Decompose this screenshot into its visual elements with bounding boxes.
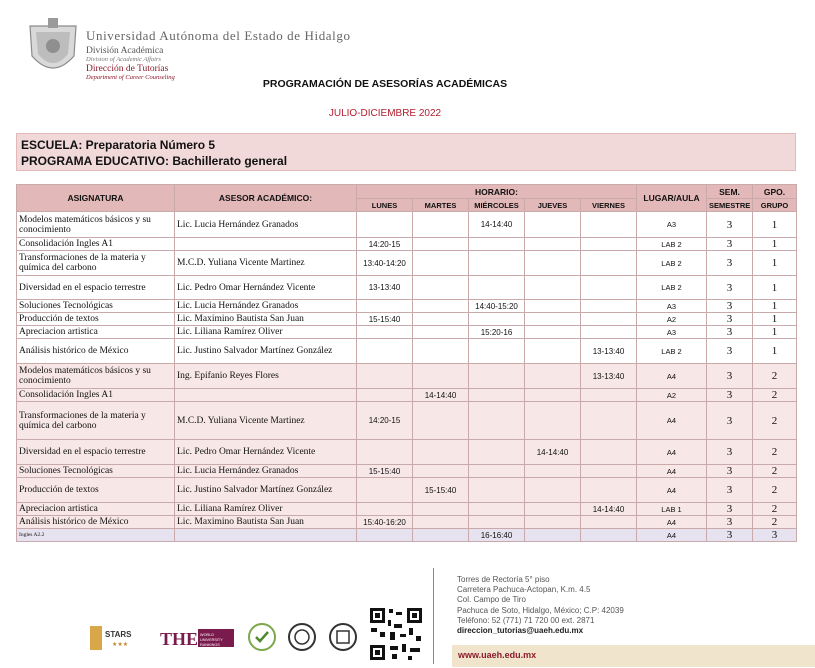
svg-text:WORLD: WORLD <box>200 633 215 637</box>
subject-cell: Producción de textos <box>17 478 175 503</box>
schedule-table <box>16 184 797 542</box>
tuesday-cell <box>413 238 469 251</box>
division-name-en: Division of Academic Affairs <box>86 56 162 63</box>
thursday-cell <box>525 529 581 542</box>
table-row <box>17 402 797 440</box>
thursday-cell <box>525 364 581 389</box>
tuesday-cell <box>413 440 469 465</box>
friday-cell <box>581 238 637 251</box>
school-info-box <box>16 133 796 171</box>
room-cell: A4 <box>637 440 707 465</box>
the-rankings-badge <box>160 626 236 650</box>
document-title: PROGRAMACIÓN DE ASESORÍAS ACADÉMICAS <box>262 78 508 90</box>
header-semester: SEMESTRE <box>707 199 753 212</box>
friday-cell <box>581 516 637 529</box>
advisor-cell: M.C.D. Yuliana Vicente Martinez <box>175 251 357 276</box>
semester-cell: 3 <box>707 529 753 542</box>
semester-cell: 3 <box>707 503 753 516</box>
group-cell: 2 <box>753 389 797 402</box>
address-line: Teléfono: 52 (771) 71 720 00 ext. 2871 <box>457 615 595 625</box>
tuesday-cell <box>413 276 469 300</box>
subject-cell: Apreciacion artistica <box>17 326 175 339</box>
uaeh-crest-logo <box>26 16 80 82</box>
monday-cell: 14:20-15 <box>357 238 413 251</box>
friday-cell: 14-14:40 <box>581 503 637 516</box>
room-cell: LAB 2 <box>637 238 707 251</box>
header-friday: VIERNES <box>581 199 637 212</box>
monday-cell: 15-15:40 <box>357 313 413 326</box>
table-row <box>17 529 797 542</box>
address-line: Carretera Pachuca-Actopan, K.m. 4.5 <box>457 585 591 595</box>
footer-divider <box>433 568 434 664</box>
monday-cell <box>357 212 413 238</box>
semester-cell: 3 <box>707 313 753 326</box>
monday-cell: 14:20-15 <box>357 402 413 440</box>
group-cell: 1 <box>753 339 797 364</box>
document-period: JULIO-DICIEMBRE 2022 <box>328 108 442 119</box>
semester-cell: 3 <box>707 389 753 402</box>
wednesday-cell <box>469 465 525 478</box>
semester-cell: 3 <box>707 465 753 478</box>
svg-text:UNIVERSITY: UNIVERSITY <box>200 638 223 642</box>
advisor-cell: Lic. Lucia Hernández Granados <box>175 212 357 238</box>
group-cell: 2 <box>753 364 797 389</box>
header-grp: GPO. <box>753 185 797 199</box>
table-row <box>17 326 797 339</box>
wednesday-cell: 15:20-16 <box>469 326 525 339</box>
advisor-cell: Lic. Liliana Ramírez Oliver <box>175 326 357 339</box>
tuesday-cell <box>413 251 469 276</box>
schedule-table-body <box>17 212 797 542</box>
group-cell: 3 <box>753 529 797 542</box>
table-row <box>17 251 797 276</box>
certification-seal-2 <box>287 622 317 652</box>
thursday-cell <box>525 238 581 251</box>
tuesday-cell <box>413 326 469 339</box>
thursday-cell <box>525 402 581 440</box>
group-cell: 2 <box>753 440 797 465</box>
subject-cell: Diversidad en el espacio terrestre <box>17 440 175 465</box>
thursday-cell <box>525 326 581 339</box>
wednesday-cell <box>469 478 525 503</box>
semester-cell: 3 <box>707 516 753 529</box>
header-wednesday: MIÉRCOLES <box>469 199 525 212</box>
wednesday-cell <box>469 238 525 251</box>
monday-cell: 15:40-16:20 <box>357 516 413 529</box>
subject-cell: Modelos matemáticos básicos y su conocimiento <box>17 212 175 238</box>
friday-cell <box>581 389 637 402</box>
tuesday-cell: 14-14:40 <box>413 389 469 402</box>
website-link[interactable]: www.uaeh.edu.mx <box>458 650 537 660</box>
table-row <box>17 516 797 529</box>
room-cell: A3 <box>637 326 707 339</box>
friday-cell <box>581 251 637 276</box>
tuesday-cell: 15-15:40 <box>413 478 469 503</box>
thursday-cell <box>525 300 581 313</box>
subject-cell: Soluciones Tecnológicas <box>17 300 175 313</box>
table-row <box>17 339 797 364</box>
monday-cell: 13-13:40 <box>357 276 413 300</box>
advisor-cell: Lic. Justino Salvador Martínez González <box>175 478 357 503</box>
monday-cell <box>357 339 413 364</box>
wednesday-cell <box>469 402 525 440</box>
semester-cell: 3 <box>707 326 753 339</box>
advisor-cell: Lic. Justino Salvador Martínez González <box>175 339 357 364</box>
wednesday-cell <box>469 364 525 389</box>
advisor-cell: Ing. Epifanio Reyes Flores <box>175 364 357 389</box>
monday-cell: 15-15:40 <box>357 465 413 478</box>
group-cell: 1 <box>753 300 797 313</box>
friday-cell <box>581 313 637 326</box>
subject-cell: Ingles A2.2 <box>17 529 175 542</box>
room-cell: A4 <box>637 402 707 440</box>
thursday-cell <box>525 465 581 478</box>
wednesday-cell <box>469 503 525 516</box>
thursday-cell <box>525 516 581 529</box>
group-cell: 1 <box>753 313 797 326</box>
wednesday-cell: 14-14:40 <box>469 212 525 238</box>
group-cell: 1 <box>753 276 797 300</box>
subject-cell: Apreciacion artistica <box>17 503 175 516</box>
tuesday-cell <box>413 364 469 389</box>
advisor-cell: Lic. Lucia Hernández Granados <box>175 300 357 313</box>
certification-seal-3 <box>328 622 358 652</box>
header-subject: ASIGNATURA <box>17 185 175 212</box>
advisor-cell: Lic. Liliana Ramírez Oliver <box>175 503 357 516</box>
subject-cell: Consolidación Ingles A1 <box>17 238 175 251</box>
stars-text: STARS <box>105 630 132 639</box>
advisor-cell: Lic. Pedro Omar Hernández Vicente <box>175 276 357 300</box>
table-row <box>17 364 797 389</box>
header-group: GRUPO <box>753 199 797 212</box>
address-line: Pachuca de Soto, Hidalgo, México; C.P: 42039 <box>457 605 624 615</box>
subject-cell: Diversidad en el espacio terrestre <box>17 276 175 300</box>
friday-cell <box>581 300 637 313</box>
group-cell: 1 <box>753 251 797 276</box>
subject-cell: Transformaciones de la materia y química del carbono <box>17 402 175 440</box>
semester-cell: 3 <box>707 402 753 440</box>
table-row <box>17 300 797 313</box>
certification-seal-1 <box>247 622 277 652</box>
monday-cell <box>357 529 413 542</box>
monday-cell: 13:40-14:20 <box>357 251 413 276</box>
thursday-cell: 14-14:40 <box>525 440 581 465</box>
room-cell: LAB 2 <box>637 251 707 276</box>
stars-rating-badge <box>90 626 148 650</box>
room-cell: A4 <box>637 478 707 503</box>
monday-cell <box>357 300 413 313</box>
tuesday-cell <box>413 465 469 478</box>
tuesday-cell <box>413 503 469 516</box>
header-room: LUGAR/AULA <box>637 185 707 212</box>
svg-text:RANKINGS: RANKINGS <box>200 643 220 647</box>
qr-code <box>368 606 424 662</box>
friday-cell: 13-13:40 <box>581 339 637 364</box>
subject-cell: Análisis histórico de México <box>17 516 175 529</box>
friday-cell <box>581 326 637 339</box>
semester-cell: 3 <box>707 339 753 364</box>
department-name: Dirección de Tutorías <box>86 64 169 74</box>
header-sem: SEM. <box>707 185 753 199</box>
group-cell: 2 <box>753 503 797 516</box>
wednesday-cell <box>469 440 525 465</box>
semester-cell: 3 <box>707 251 753 276</box>
advisor-cell <box>175 529 357 542</box>
program-name: PROGRAMA EDUCATIVO: Bachillerato general <box>21 154 288 168</box>
header-thursday: JUEVES <box>525 199 581 212</box>
address-line: Col. Campo de Tiro <box>457 595 526 605</box>
room-cell: A4 <box>637 516 707 529</box>
subject-cell: Modelos matemáticos básicos y su conocimiento <box>17 364 175 389</box>
table-row <box>17 389 797 402</box>
thursday-cell <box>525 478 581 503</box>
group-cell: 1 <box>753 212 797 238</box>
tuesday-cell <box>413 529 469 542</box>
thursday-cell <box>525 313 581 326</box>
room-cell: A2 <box>637 313 707 326</box>
friday-cell <box>581 276 637 300</box>
thursday-cell <box>525 276 581 300</box>
advisor-cell: Lic. Maximino Bautista San Juan <box>175 516 357 529</box>
monday-cell <box>357 364 413 389</box>
wednesday-cell <box>469 313 525 326</box>
wednesday-cell <box>469 276 525 300</box>
table-row <box>17 503 797 516</box>
friday-cell <box>581 440 637 465</box>
room-cell: A3 <box>637 300 707 313</box>
group-cell: 2 <box>753 465 797 478</box>
subject-cell: Análisis histórico de México <box>17 339 175 364</box>
tuesday-cell <box>413 402 469 440</box>
university-name: Universidad Autónoma del Estado de Hidalgo <box>86 28 351 43</box>
thursday-cell <box>525 389 581 402</box>
table-row <box>17 313 797 326</box>
semester-cell: 3 <box>707 364 753 389</box>
header-monday: LUNES <box>357 199 413 212</box>
header-tuesday: MARTES <box>413 199 469 212</box>
room-cell: A3 <box>637 212 707 238</box>
subject-cell: Transformaciones de la materia y química del carbono <box>17 251 175 276</box>
group-cell: 2 <box>753 402 797 440</box>
table-row <box>17 276 797 300</box>
room-cell: LAB 2 <box>637 339 707 364</box>
friday-cell <box>581 478 637 503</box>
semester-cell: 3 <box>707 238 753 251</box>
semester-cell: 3 <box>707 300 753 313</box>
subject-cell: Soluciones Tecnológicas <box>17 465 175 478</box>
friday-cell <box>581 465 637 478</box>
advisor-cell <box>175 238 357 251</box>
thursday-cell <box>525 503 581 516</box>
room-cell: A4 <box>637 465 707 478</box>
tuesday-cell <box>413 300 469 313</box>
semester-cell: 3 <box>707 478 753 503</box>
semester-cell: 3 <box>707 212 753 238</box>
address-line: Torres de Rectoría 5° piso <box>457 575 550 584</box>
room-cell: A4 <box>637 529 707 542</box>
monday-cell <box>357 503 413 516</box>
room-cell: LAB 2 <box>637 276 707 300</box>
header-schedule: HORARIO: <box>357 185 637 199</box>
table-row <box>17 212 797 238</box>
wednesday-cell <box>469 516 525 529</box>
university-header <box>86 28 351 81</box>
group-cell: 1 <box>753 326 797 339</box>
monday-cell <box>357 389 413 402</box>
table-row <box>17 465 797 478</box>
friday-cell <box>581 212 637 238</box>
group-cell: 1 <box>753 238 797 251</box>
subject-cell: Consolidación Ingles A1 <box>17 389 175 402</box>
semester-cell: 3 <box>707 276 753 300</box>
group-cell: 2 <box>753 516 797 529</box>
monday-cell <box>357 478 413 503</box>
department-name-en: Department of Career Counseling <box>86 74 175 81</box>
advisor-cell: Lic. Maximino Bautista San Juan <box>175 313 357 326</box>
table-row <box>17 478 797 503</box>
advisor-cell: M.C.D. Yuliana Vicente Martinez <box>175 402 357 440</box>
room-cell: A2 <box>637 389 707 402</box>
tuesday-cell <box>413 339 469 364</box>
contact-address <box>457 575 624 636</box>
advisor-cell: Lic. Pedro Omar Hernández Vicente <box>175 440 357 465</box>
table-row <box>17 238 797 251</box>
wednesday-cell <box>469 251 525 276</box>
wednesday-cell: 14:40-15:20 <box>469 300 525 313</box>
monday-cell <box>357 440 413 465</box>
thursday-cell <box>525 251 581 276</box>
room-cell: LAB 1 <box>637 503 707 516</box>
thursday-cell <box>525 339 581 364</box>
monday-cell <box>357 326 413 339</box>
school-name: ESCUELA: Preparatoria Número 5 <box>21 138 216 152</box>
tuesday-cell <box>413 516 469 529</box>
table-row <box>17 440 797 465</box>
the-logo-text: THE <box>160 629 199 649</box>
semester-cell: 3 <box>707 440 753 465</box>
friday-cell <box>581 402 637 440</box>
tuesday-cell <box>413 313 469 326</box>
advisor-cell <box>175 389 357 402</box>
svg-text:★★★: ★★★ <box>112 641 129 648</box>
header-advisor: ASESOR ACADÉMICO: <box>175 185 357 212</box>
wednesday-cell <box>469 339 525 364</box>
thursday-cell <box>525 212 581 238</box>
wednesday-cell <box>469 389 525 402</box>
wednesday-cell: 16-16:40 <box>469 529 525 542</box>
division-name: División Académica <box>86 46 164 56</box>
room-cell: A4 <box>637 364 707 389</box>
contact-email[interactable]: direccion_tutorias@uaeh.edu.mx <box>457 626 584 636</box>
friday-cell <box>581 529 637 542</box>
group-cell: 2 <box>753 478 797 503</box>
advisor-cell: Lic. Lucia Hernández Granados <box>175 465 357 478</box>
tuesday-cell <box>413 212 469 238</box>
subject-cell: Producción de textos <box>17 313 175 326</box>
friday-cell: 13-13:40 <box>581 364 637 389</box>
